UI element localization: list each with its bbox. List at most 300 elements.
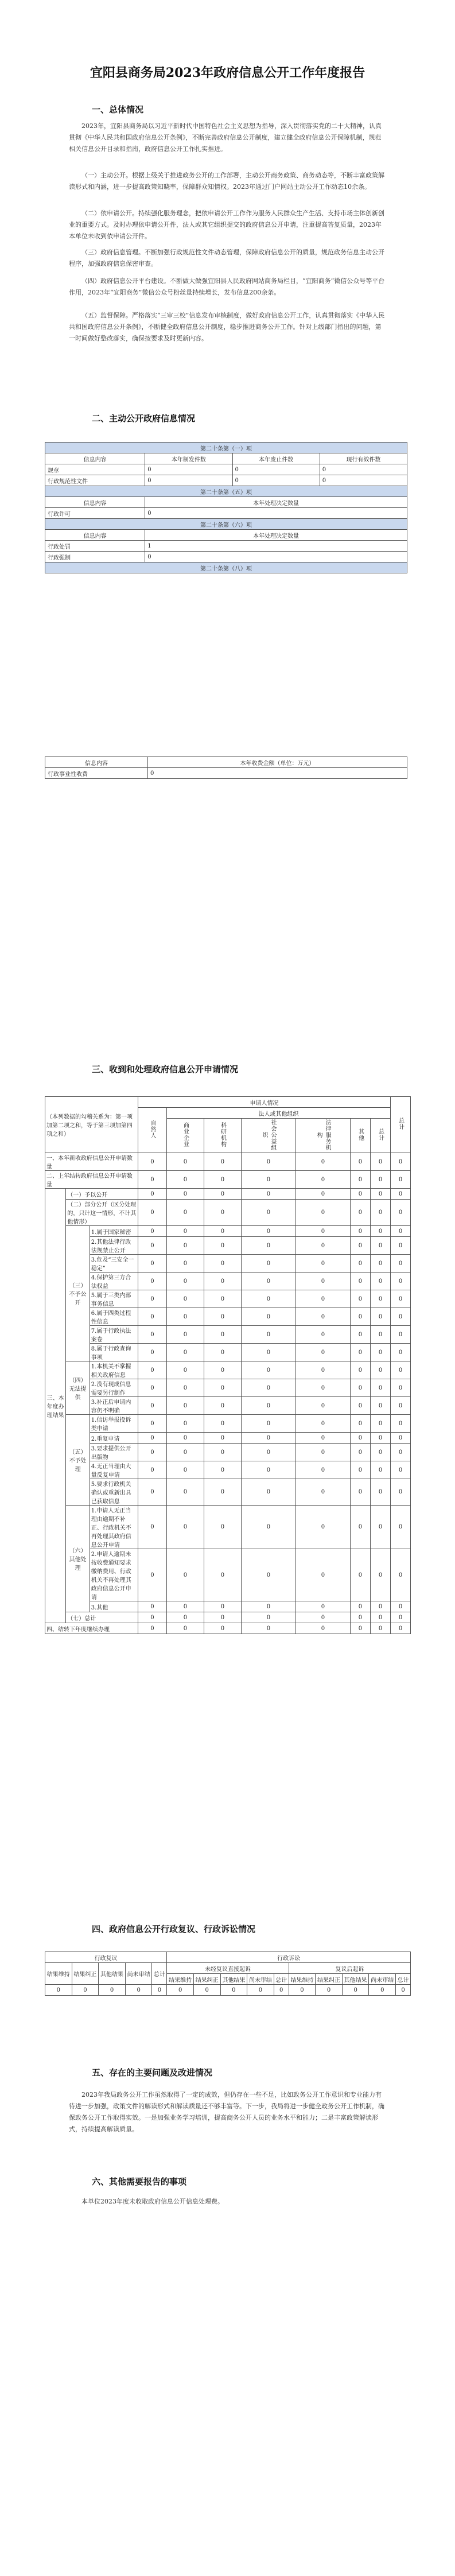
table-cell: 0 [241, 1290, 295, 1308]
table-cell: 0 [350, 1361, 370, 1379]
table-cell: 0 [371, 1326, 391, 1344]
row-label: 二、上年结转政府信息公开申请数量 [45, 1171, 138, 1189]
table-cell: 0 [99, 1985, 126, 1996]
table-cell: 0 [371, 1433, 391, 1444]
table-row [45, 1200, 411, 1226]
row-subgroup-label: （四）无法提供 [66, 1361, 90, 1415]
table-header: 现行有效件数 [320, 453, 407, 464]
table-cell: 0 [371, 1344, 391, 1361]
table-cell: 行政事业性收费 [45, 768, 148, 779]
table-cell: 0 [166, 1237, 204, 1255]
table-cell: 0 [350, 1623, 370, 1634]
row-label: （七）总计 [66, 1612, 138, 1623]
table-cell: 0 [166, 1549, 204, 1601]
table-cell: 0 [295, 1255, 350, 1273]
section-heading-other: 六、其他需要报告的事项 [92, 2177, 187, 2187]
table-cell: 行政处罚 [45, 541, 145, 552]
table-header: 总计 [152, 1963, 167, 1985]
table-cell: 0 [204, 1226, 241, 1237]
table-cell: 0 [241, 1623, 295, 1634]
table-cell: 0 [166, 1153, 204, 1171]
table-header: 科研机构 [204, 1119, 241, 1153]
table-cell: 0 [232, 475, 320, 486]
table-cell: 0 [241, 1612, 295, 1623]
table-cell: 0 [204, 1612, 241, 1623]
table-cell: 0 [72, 1985, 99, 1996]
table-cell: 0 [145, 552, 407, 562]
table-cell: 0 [241, 1308, 295, 1326]
table-row [45, 1237, 411, 1255]
table-row [45, 768, 407, 779]
table-cell: 0 [350, 1444, 370, 1461]
table-header: 商业企业 [166, 1119, 204, 1153]
table-cell: 0 [166, 1308, 204, 1326]
table-cell: 0 [138, 1379, 166, 1397]
table-cell: 0 [371, 1226, 391, 1237]
table-row [45, 1171, 411, 1189]
table-cell: 0 [350, 1415, 370, 1433]
table-row [45, 508, 407, 519]
table-cell: 0 [295, 1189, 350, 1200]
table-cell: 0 [371, 1612, 391, 1623]
table-header: 申请人情况 [138, 1097, 390, 1108]
table-row [45, 1479, 411, 1506]
table-cell: 0 [371, 1623, 391, 1634]
table-cell: 0 [391, 1397, 411, 1415]
table-cell: 0 [371, 1397, 391, 1415]
table-row [45, 1326, 411, 1344]
row-label: 8.属于行政查询事项 [90, 1344, 138, 1361]
table-cell: 0 [350, 1461, 370, 1479]
table-header: 尚未审结 [125, 1963, 152, 1985]
table-row [45, 1623, 411, 1634]
table-cell: 0 [145, 464, 232, 475]
table-header: 本年处理决定数量 [145, 497, 407, 508]
table-cell: 0 [371, 1153, 391, 1171]
table-row [45, 475, 407, 486]
row-label: 1.属于国家秘密 [90, 1226, 138, 1237]
table-cell: 0 [241, 1479, 295, 1506]
table-cell: 0 [371, 1171, 391, 1189]
table-cell: 0 [295, 1444, 350, 1461]
table-cell: 0 [204, 1397, 241, 1415]
overview-paragraph: （二）依申请公开。持续强化服务理念，把依申请公开工作作为服务人民群众生产生活、支持市场主体创新创业的重要方式。及时办理依申请公开件，法人或其它组织提交的政府信息公开申请，注重提高答复质量，2023年本单位未收到依申请公开件。 [69, 210, 384, 240]
table-cell: 0 [295, 1273, 350, 1290]
row-label: 2.重复申请 [90, 1433, 138, 1444]
table-cell: 0 [391, 1361, 411, 1379]
table-cell: 0 [166, 1290, 204, 1308]
table-row [45, 1433, 411, 1444]
table-cell: 0 [166, 1612, 204, 1623]
table-cell: 0 [204, 1601, 241, 1612]
table-header: 总计 [371, 1119, 391, 1153]
table-header: 复议后起诉 [289, 1963, 410, 1974]
table-cell: 0 [289, 1985, 316, 1996]
table-header: 尚未审结 [369, 1974, 396, 1985]
table-cell: 0 [350, 1273, 370, 1290]
table-cell: 0 [295, 1506, 350, 1549]
section-heading-overview: 一、总体情况 [92, 104, 144, 115]
table-cell: 0 [295, 1433, 350, 1444]
row-label: 7.属于行政执法案卷 [90, 1326, 138, 1344]
table-header: 信息内容 [45, 497, 145, 508]
table-cell: 0 [391, 1415, 411, 1433]
table-cell: 0 [138, 1290, 166, 1308]
table-cell: 0 [391, 1200, 411, 1226]
overview-paragraph: （一）主动公开。根据上级关于推进政务公开的工作部署，主动公开商务政策、商务动态等，不断丰富政策解读形式和内涵，进一步提高政策知晓率，保障群众知情权。2023年通过门户网站主动公开工作动态10余条。 [69, 172, 384, 191]
table-cell: 0 [371, 1237, 391, 1255]
table-cell: 0 [342, 1985, 369, 1996]
table-cell: 0 [138, 1623, 166, 1634]
table-cell: 0 [295, 1379, 350, 1397]
table-cell: 0 [371, 1361, 391, 1379]
table-header: 结果维持 [45, 1963, 72, 1985]
table-cell: 行政强制 [45, 552, 145, 562]
review-litigation-table [45, 1952, 411, 1996]
table-cell: 0 [166, 1326, 204, 1344]
table-cell: 0 [166, 1623, 204, 1634]
table-cell: 0 [241, 1153, 295, 1171]
row-label: （一）予以公开 [66, 1189, 138, 1200]
table-cell: 0 [166, 1506, 204, 1549]
table-cell: 0 [391, 1379, 411, 1397]
table-cell: 0 [295, 1612, 350, 1623]
table-cell: 0 [138, 1461, 166, 1479]
table-cell: 0 [391, 1255, 411, 1273]
table-cell: 0 [295, 1344, 350, 1361]
table-row [45, 1506, 411, 1549]
table-cell: 0 [166, 1171, 204, 1189]
table-header: 总计 [396, 1974, 411, 1985]
table-row [45, 1189, 411, 1200]
table-header: 结果维持 [167, 1974, 194, 1985]
row-label: 1.信访举报投诉类申请 [90, 1415, 138, 1433]
table-row [45, 1397, 411, 1415]
table-cell: 0 [241, 1344, 295, 1361]
table-cell: 0 [350, 1601, 370, 1612]
table-header: 未经复议直接起诉 [167, 1963, 289, 1974]
table-cell: 0 [350, 1226, 370, 1237]
table-cell: 0 [391, 1461, 411, 1479]
table-cell: 0 [166, 1415, 204, 1433]
table-cell: 0 [166, 1433, 204, 1444]
table-cell: 0 [391, 1601, 411, 1612]
table-header: 自然人 [138, 1108, 166, 1153]
table-cell: 0 [350, 1189, 370, 1200]
table-cell: 0 [220, 1985, 247, 1996]
table-cell: 0 [138, 1273, 166, 1290]
table-cell: 0 [371, 1200, 391, 1226]
table-cell: 0 [145, 475, 232, 486]
table-cell: 0 [241, 1189, 295, 1200]
table-header: 行政复议 [45, 1952, 167, 1963]
table-cell: 0 [391, 1290, 411, 1308]
table-cell: 0 [241, 1171, 295, 1189]
table-cell: 0 [166, 1273, 204, 1290]
table-cell: 0 [295, 1361, 350, 1379]
table-row [45, 1308, 411, 1326]
table-header: 结果纠正 [316, 1974, 343, 1985]
table-row [45, 541, 407, 552]
table-cell: 0 [320, 475, 407, 486]
table-cell: 0 [350, 1479, 370, 1506]
table-cell: 0 [204, 1379, 241, 1397]
table-cell: 0 [204, 1433, 241, 1444]
row-label: 1.申请人无正当理由逾期不补正、行政机关不再处理其政府信息公开申请 [90, 1506, 138, 1549]
table-cell: 0 [295, 1326, 350, 1344]
table-row [45, 1255, 411, 1273]
table-cell: 0 [166, 1444, 204, 1461]
table-cell: 0 [247, 1985, 274, 1996]
table-cell: 0 [138, 1200, 166, 1226]
table-cell: 0 [241, 1379, 295, 1397]
table-cell: 0 [204, 1326, 241, 1344]
table-header: 尚未审结 [247, 1974, 274, 1985]
table-cell: 0 [45, 1985, 72, 1996]
table-header: 法律服务机构 [295, 1119, 350, 1153]
table-cell: 0 [391, 1549, 411, 1601]
table-header: 法人或其他组织 [166, 1108, 390, 1119]
table-cell: 0 [295, 1171, 350, 1189]
table-row [45, 1273, 411, 1290]
table-cell: 0 [241, 1415, 295, 1433]
table-cell: 0 [371, 1415, 391, 1433]
table-row [45, 464, 407, 475]
table-cell: 0 [152, 1985, 167, 1996]
table-cell: 1 [145, 541, 407, 552]
table-cell: 0 [166, 1200, 204, 1226]
table-header: 本年废止件数 [232, 453, 320, 464]
row-label: 1.本机关不掌握相关政府信息 [90, 1361, 138, 1379]
table-cell: 0 [295, 1479, 350, 1506]
table-cell: 0 [138, 1415, 166, 1433]
table-cell: 0 [350, 1326, 370, 1344]
table-cell: 0 [391, 1612, 411, 1623]
table-cell: 0 [166, 1397, 204, 1415]
table-cell: 0 [204, 1344, 241, 1361]
table-header: 本年收费金额（单位：万元） [148, 757, 407, 768]
table-cell: 0 [138, 1433, 166, 1444]
table-row [45, 1379, 411, 1397]
table-cell: 0 [138, 1344, 166, 1361]
table-caption: 第二十条第（八）项 [45, 562, 407, 573]
table-header: 结果维持 [289, 1974, 316, 1985]
table-cell: 0 [350, 1255, 370, 1273]
table-cell: 0 [371, 1506, 391, 1549]
table-header: 其他结果 [99, 1963, 126, 1985]
table-cell: 0 [241, 1506, 295, 1549]
row-label: （二）部分公开（区分处理的，只计这一情形，不计其他情形） [66, 1200, 138, 1226]
table-cell: 0 [166, 1189, 204, 1200]
table-cell: 0 [241, 1361, 295, 1379]
table-cell: 0 [350, 1397, 370, 1415]
table-cell: 0 [204, 1237, 241, 1255]
table-cell: 0 [350, 1290, 370, 1308]
table-cell: 0 [204, 1415, 241, 1433]
row-label: 4.保护第三方合法权益 [90, 1273, 138, 1290]
table-cell: 0 [371, 1189, 391, 1200]
table-cell: 0 [204, 1153, 241, 1171]
row-label: 一、本年新收政府信息公开申请数量 [45, 1153, 138, 1171]
table-caption: 第二十条第（六）项 [45, 519, 407, 530]
table-cell: 0 [295, 1290, 350, 1308]
table-caption: 第二十条第（一）项 [45, 443, 407, 453]
row-label: 5.属于三类内部事务信息 [90, 1290, 138, 1308]
overview-paragraph: （三）政府信息管理。不断加强行政规范性文件动态管理，保障政府信息公开的质量，规范政务信息主动公开程序，加强政府信息保密审查。 [69, 249, 384, 267]
table-cell: 0 [241, 1237, 295, 1255]
table-cell: 0 [391, 1171, 411, 1189]
table-cell: 0 [166, 1479, 204, 1506]
section-heading-review: 四、政府信息公开行政复议、行政诉讼情况 [92, 1924, 256, 1934]
table-caption: 第二十条第（五）项 [45, 486, 407, 497]
table-cell: 0 [396, 1985, 411, 1996]
table-cell: 0 [138, 1361, 166, 1379]
table-cell: 0 [204, 1461, 241, 1479]
table-cell: 0 [391, 1479, 411, 1506]
table-cell: 0 [350, 1506, 370, 1549]
table-row [45, 1153, 411, 1171]
table-cell: 0 [295, 1601, 350, 1612]
table-cell: 0 [350, 1379, 370, 1397]
table-header: 本年制发件数 [145, 453, 232, 464]
table-header: 其他结果 [220, 1974, 247, 1985]
table-cell: 0 [350, 1153, 370, 1171]
table-cell: 0 [204, 1549, 241, 1601]
table-cell: 0 [391, 1308, 411, 1326]
table-cell: 0 [204, 1189, 241, 1200]
table-header: 信息内容 [45, 530, 145, 541]
table-corner: （本列数据的勾稽关系为：第一项加第二项之和，等于第三项加第四项之和） [45, 1097, 138, 1153]
table-cell: 0 [295, 1237, 350, 1255]
report-title: 宜阳县商务局2023年政府信息公开工作年度报告 [90, 65, 365, 80]
table-cell: 0 [241, 1200, 295, 1226]
proactive-disclosure-table [45, 442, 407, 573]
row-label: 四、结转下年度继续办理 [45, 1623, 138, 1634]
table-cell: 0 [350, 1200, 370, 1226]
table-cell: 0 [391, 1623, 411, 1634]
table-cell: 0 [295, 1153, 350, 1171]
row-subgroup-label: （五）不予处理 [66, 1415, 90, 1506]
table-cell: 0 [350, 1344, 370, 1361]
table-header: 本年处理决定数量 [145, 530, 407, 541]
table-cell: 0 [295, 1308, 350, 1326]
table-cell: 0 [145, 508, 407, 519]
table-header: 信息内容 [45, 757, 148, 768]
table-row [45, 552, 407, 562]
table-cell: 0 [371, 1601, 391, 1612]
table-cell: 0 [241, 1226, 295, 1237]
table-header: 结果纠正 [193, 1974, 220, 1985]
table-cell: 0 [371, 1255, 391, 1273]
table-cell: 0 [371, 1444, 391, 1461]
table-cell: 0 [138, 1479, 166, 1506]
table-row [45, 1415, 411, 1433]
row-label: 6.属于四类过程性信息 [90, 1308, 138, 1326]
table-cell: 0 [241, 1601, 295, 1612]
row-label: 3.其他 [90, 1601, 138, 1612]
overview-paragraph: 2023年，宜阳县商务局以习近平新时代中国特色社会主义思想为指导，深入贯彻落实党的二十大精神，认真贯彻《中华人民共和国政府信息公开条例》，不断完善政府信息公开制度，建立健全政府信息公开保障机制，规范相关信息公开目录和指南，政府信息公开工作扎实推进。 [69, 122, 382, 153]
other-paragraph: 本单位2023年度未收取政府信息公开信息处理费。 [81, 2198, 224, 2205]
table-cell: 0 [138, 1397, 166, 1415]
table-cell: 0 [241, 1461, 295, 1479]
table-cell: 0 [204, 1290, 241, 1308]
table-cell: 0 [138, 1153, 166, 1171]
table-row [45, 1344, 411, 1361]
table-cell: 0 [138, 1601, 166, 1612]
row-subgroup-label: （三）不予公开 [66, 1226, 90, 1361]
table-cell: 0 [166, 1379, 204, 1397]
row-label: 2.其他法律行政法规禁止公开 [90, 1237, 138, 1255]
table-cell: 0 [166, 1461, 204, 1479]
table-cell: 0 [371, 1308, 391, 1326]
table-cell: 0 [391, 1506, 411, 1549]
table-row [45, 1226, 411, 1237]
overview-paragraph: （四）政府信息公开平台建设。不断做大做强宜阳县人民政府网站商务局栏目，“宜阳商务”微信公众号等平台作用，2023年“宜阳商务”微信公众号粉丝量持续增长，发布信息200余条。 [69, 277, 385, 296]
table-cell: 0 [274, 1985, 289, 1996]
table-cell: 0 [371, 1461, 391, 1479]
table-cell: 0 [204, 1308, 241, 1326]
row-label: 3.补正后申请内容仍不明确 [90, 1397, 138, 1415]
table-row [45, 1461, 411, 1479]
table-row [45, 1612, 411, 1623]
row-label: 3.危及“三安全一稳定” [90, 1255, 138, 1273]
table-cell: 行政规范性文件 [45, 475, 145, 486]
table-header: 其他 [350, 1119, 370, 1153]
row-label: 2.申请人逾期未按收费通知要求缴纳费用、行政机关不再处理其政府信息公开申请 [90, 1549, 138, 1601]
row-subgroup-label: （六）其他处理 [66, 1506, 90, 1612]
row-label: 3.要求提供公开出版物 [90, 1444, 138, 1461]
table-cell: 0 [204, 1479, 241, 1506]
table-cell: 0 [138, 1237, 166, 1255]
row-group-label: 三、本年度办理结果 [45, 1189, 66, 1623]
section-heading-applications: 三、收到和处理政府信息公开申请情况 [92, 1064, 239, 1074]
table-cell: 0 [350, 1171, 370, 1189]
table-cell: 0 [391, 1326, 411, 1344]
table-cell: 0 [295, 1226, 350, 1237]
table-cell: 0 [204, 1623, 241, 1634]
applications-table [45, 1096, 411, 1634]
table-cell: 0 [295, 1623, 350, 1634]
table-cell: 0 [166, 1255, 204, 1273]
table-cell: 0 [391, 1444, 411, 1461]
table-row [45, 1290, 411, 1308]
overview-paragraph: （五）监督保障。严格落实“三审三校”信息发布审核制度，做好政府信息公开工作，认真贯彻落实《中华人民共和国政府信息公开条例》，不断健全政府信息公开制度，稳步推进商务公开工作。针对上级部门指出的问题，第一时间做好整改落实，确保按要求及时更新内容。 [69, 312, 385, 342]
table-cell: 0 [391, 1189, 411, 1200]
table-cell: 0 [350, 1433, 370, 1444]
table-cell: 0 [138, 1226, 166, 1237]
table-cell: 0 [166, 1361, 204, 1379]
table-cell: 0 [167, 1985, 194, 1996]
table-cell: 0 [241, 1444, 295, 1461]
table-cell: 0 [241, 1549, 295, 1601]
table-cell: 0 [204, 1273, 241, 1290]
table-header: 信息内容 [45, 453, 145, 464]
table-cell: 0 [371, 1549, 391, 1601]
table-cell: 0 [371, 1379, 391, 1397]
table-cell: 0 [138, 1189, 166, 1200]
table-row [45, 1601, 411, 1612]
table-cell: 0 [204, 1361, 241, 1379]
table-cell: 0 [241, 1255, 295, 1273]
row-label: 4.无正当理由大量反复申请 [90, 1461, 138, 1479]
row-label: 2.没有现成信息需要另行制作 [90, 1379, 138, 1397]
table-cell: 0 [204, 1444, 241, 1461]
table-cell: 0 [138, 1255, 166, 1273]
table-cell: 0 [350, 1549, 370, 1601]
table-header: 总计 [274, 1974, 289, 1985]
table-cell: 0 [350, 1612, 370, 1623]
table-header: 行政诉讼 [167, 1952, 411, 1963]
